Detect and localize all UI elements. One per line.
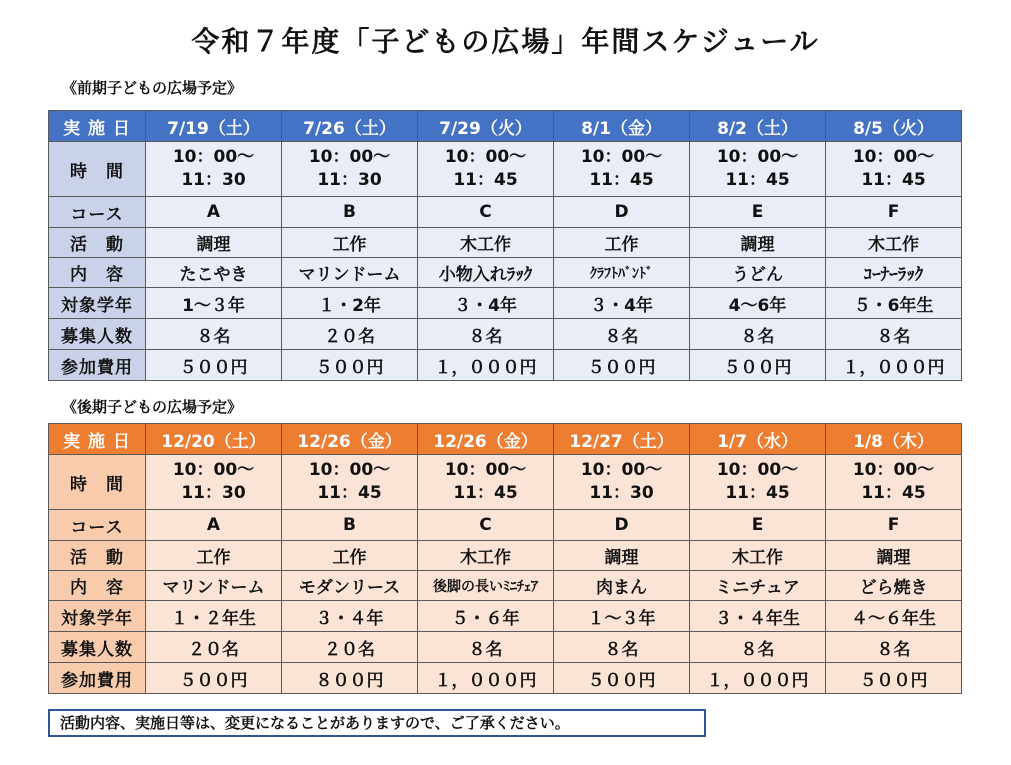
fee-cell: ５００円 — [826, 663, 962, 694]
content-cell: 後脚の長いﾐﾆﾁｪｱ — [418, 571, 554, 601]
end-time: 11：30 — [589, 483, 654, 503]
second-half-schedule-table — [48, 423, 962, 694]
grade-cell: ３・４年生 — [690, 601, 826, 632]
end-time: 11：45 — [861, 483, 926, 503]
grade-row — [49, 601, 962, 632]
fee-cell: ５００円 — [146, 663, 282, 694]
course-cell: B — [282, 197, 418, 228]
content-cell: モダンリース — [282, 571, 418, 601]
end-time: 11：45 — [725, 483, 790, 503]
course-cell: D — [554, 510, 690, 541]
fee-cell: １，０００円 — [418, 350, 554, 381]
time-cell — [282, 455, 418, 510]
grade-cell: 1～３年 — [146, 288, 282, 319]
course-cell: A — [146, 197, 282, 228]
grade-row-label: 対象学年 — [49, 601, 146, 632]
activity-cell: 木工作 — [826, 228, 962, 258]
date-cell: 12/26（金） — [418, 424, 554, 455]
course-row-label: コース — [49, 510, 146, 541]
content-cell: ｺｰﾅｰﾗｯｸ — [826, 258, 962, 288]
end-time: 11：45 — [725, 170, 790, 190]
start-time: 10：00～ — [852, 460, 935, 480]
date-cell: 7/26（土） — [282, 111, 418, 142]
time-cell — [554, 455, 690, 510]
content-row-label: 内 容 — [49, 571, 146, 601]
time-cell — [826, 455, 962, 510]
grade-cell: １・2年 — [282, 288, 418, 319]
date-row-label: 実 施 日 — [49, 111, 146, 142]
start-time: 10：00～ — [580, 460, 663, 480]
fee-row — [49, 663, 962, 694]
capacity-cell: ８名 — [826, 319, 962, 350]
date-row — [49, 424, 962, 455]
activity-cell: 木工作 — [418, 228, 554, 258]
end-time: 11：30 — [181, 170, 246, 190]
time-cell — [146, 142, 282, 197]
capacity-cell: ８名 — [418, 319, 554, 350]
course-cell: B — [282, 510, 418, 541]
start-time: 10：00～ — [444, 460, 527, 480]
date-cell: 12/27（土） — [554, 424, 690, 455]
capacity-cell: ８名 — [146, 319, 282, 350]
time-cell — [690, 142, 826, 197]
activity-cell: 工作 — [282, 541, 418, 571]
fee-cell: ５００円 — [554, 663, 690, 694]
content-cell: マリンドーム — [282, 258, 418, 288]
start-time: 10：00～ — [852, 147, 935, 167]
end-time: 11：45 — [453, 170, 518, 190]
start-time: 10：00～ — [172, 460, 255, 480]
capacity-row-label: 募集人数 — [49, 632, 146, 663]
capacity-cell: ８名 — [690, 632, 826, 663]
capacity-cell: ２０名 — [282, 632, 418, 663]
activity-cell: 工作 — [282, 228, 418, 258]
content-cell: 肉まん — [554, 571, 690, 601]
grade-row — [49, 288, 962, 319]
capacity-row — [49, 632, 962, 663]
activity-cell: 工作 — [554, 228, 690, 258]
time-cell — [146, 455, 282, 510]
date-row-label: 実 施 日 — [49, 424, 146, 455]
date-cell: 12/20（土） — [146, 424, 282, 455]
grade-cell: １・２年生 — [146, 601, 282, 632]
time-row — [49, 455, 962, 510]
grade-cell: 4～6年 — [690, 288, 826, 319]
capacity-row-label: 募集人数 — [49, 319, 146, 350]
content-cell: うどん — [690, 258, 826, 288]
date-cell: 7/29（火） — [418, 111, 554, 142]
end-time: 11：45 — [861, 170, 926, 190]
activity-row-label: 活 動 — [49, 541, 146, 571]
date-row — [49, 111, 962, 142]
time-cell — [282, 142, 418, 197]
course-cell: E — [690, 197, 826, 228]
start-time: 10：00～ — [716, 460, 799, 480]
start-time: 10：00～ — [308, 147, 391, 167]
start-time: 10：00～ — [580, 147, 663, 167]
content-cell: たこやき — [146, 258, 282, 288]
fee-cell: １，０００円 — [418, 663, 554, 694]
activity-row-label: 活 動 — [49, 228, 146, 258]
course-row — [49, 197, 962, 228]
end-time: 11：30 — [317, 170, 382, 190]
first-half-schedule-table — [48, 110, 962, 381]
date-cell: 7/19（土） — [146, 111, 282, 142]
capacity-cell: ２０名 — [282, 319, 418, 350]
page-title: 令和７年度「子どもの広場」年間スケジュール — [191, 25, 820, 58]
time-cell — [690, 455, 826, 510]
time-row-label: 時 間 — [49, 142, 146, 197]
fee-cell: １，０００円 — [826, 350, 962, 381]
time-cell — [826, 142, 962, 197]
activity-cell: 工作 — [146, 541, 282, 571]
grade-cell: ３・4年 — [418, 288, 554, 319]
course-cell: C — [418, 197, 554, 228]
grade-cell: ３・４年 — [282, 601, 418, 632]
grade-cell: ４～６年生 — [826, 601, 962, 632]
fee-cell: １，０００円 — [690, 663, 826, 694]
capacity-cell: ８名 — [554, 319, 690, 350]
capacity-cell: ８名 — [826, 632, 962, 663]
course-cell: C — [418, 510, 554, 541]
end-time: 11：45 — [317, 483, 382, 503]
course-cell: D — [554, 197, 690, 228]
fee-row — [49, 350, 962, 381]
content-row — [49, 571, 962, 601]
date-cell: 12/26（金） — [282, 424, 418, 455]
start-time: 10：00～ — [308, 460, 391, 480]
end-time: 11：45 — [453, 483, 518, 503]
activity-row — [49, 541, 962, 571]
activity-cell: 木工作 — [418, 541, 554, 571]
date-cell: 1/8（木） — [826, 424, 962, 455]
content-cell: マリンドーム — [146, 571, 282, 601]
course-row-label: コース — [49, 197, 146, 228]
end-time: 11：45 — [589, 170, 654, 190]
time-row-label: 時 間 — [49, 455, 146, 510]
capacity-row — [49, 319, 962, 350]
activity-cell: 調理 — [826, 541, 962, 571]
date-cell: 8/1（金） — [554, 111, 690, 142]
fee-row-label: 参加費用 — [49, 350, 146, 381]
course-cell: A — [146, 510, 282, 541]
notice-box: 活動内容、実施日等は、変更になることがありますので、ご了承ください。 — [48, 709, 706, 737]
date-cell: 1/7（水） — [690, 424, 826, 455]
second-half-label: 《後期子どもの広場予定》 — [62, 398, 243, 416]
capacity-cell: ８名 — [418, 632, 554, 663]
content-cell: 小物入れﾗｯｸ — [418, 258, 554, 288]
capacity-cell: ８名 — [554, 632, 690, 663]
date-cell: 8/5（火） — [826, 111, 962, 142]
grade-cell: ３・4年 — [554, 288, 690, 319]
grade-row-label: 対象学年 — [49, 288, 146, 319]
fee-cell: ８００円 — [282, 663, 418, 694]
course-cell: F — [826, 197, 962, 228]
grade-cell: ５・6年生 — [826, 288, 962, 319]
fee-row-label: 参加費用 — [49, 663, 146, 694]
time-row — [49, 142, 962, 197]
activity-cell: 木工作 — [690, 541, 826, 571]
activity-cell: 調理 — [554, 541, 690, 571]
time-cell — [418, 142, 554, 197]
activity-cell: 調理 — [146, 228, 282, 258]
fee-cell: ５００円 — [554, 350, 690, 381]
start-time: 10：00～ — [716, 147, 799, 167]
course-cell: F — [826, 510, 962, 541]
content-cell: どら焼き — [826, 571, 962, 601]
capacity-cell: ２０名 — [146, 632, 282, 663]
end-time: 11：30 — [181, 483, 246, 503]
fee-cell: ５００円 — [146, 350, 282, 381]
activity-cell: 調理 — [690, 228, 826, 258]
content-cell: ｸﾗﾌﾄﾊﾞﾝﾄﾞ — [554, 258, 690, 288]
start-time: 10：00～ — [444, 147, 527, 167]
fee-cell: ５００円 — [282, 350, 418, 381]
grade-cell: １～３年 — [554, 601, 690, 632]
first-half-label: 《前期子どもの広場予定》 — [62, 79, 243, 97]
course-cell: E — [690, 510, 826, 541]
content-row — [49, 258, 962, 288]
start-time: 10：00～ — [172, 147, 255, 167]
fee-cell: ５００円 — [690, 350, 826, 381]
content-row-label: 内 容 — [49, 258, 146, 288]
content-cell: ミニチュア — [690, 571, 826, 601]
grade-cell: ５・６年 — [418, 601, 554, 632]
date-cell: 8/2（土） — [690, 111, 826, 142]
activity-row — [49, 228, 962, 258]
time-cell — [418, 455, 554, 510]
time-cell — [554, 142, 690, 197]
capacity-cell: ８名 — [690, 319, 826, 350]
course-row — [49, 510, 962, 541]
